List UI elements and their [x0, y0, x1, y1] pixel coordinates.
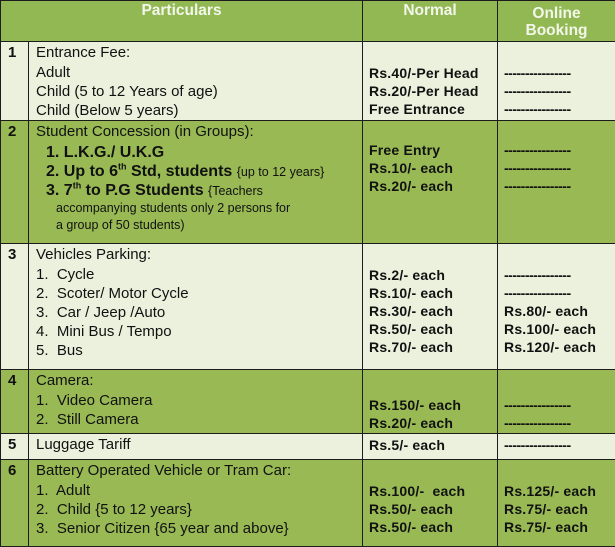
- table-row-student-concession: [1, 121, 615, 244]
- table-row-luggage-tariff: [1, 434, 615, 460]
- item-label: 1. Adult: [36, 481, 362, 500]
- item-main: L.K.G./ U.K.G: [64, 144, 164, 161]
- item-main: Up to 6: [64, 163, 118, 180]
- table-row-camera: [1, 370, 615, 434]
- table-row-battery-vehicle: [1, 460, 615, 547]
- table-header-row: [1, 1, 615, 42]
- item-main: to P.G Students: [81, 182, 208, 199]
- row-particulars: [29, 370, 363, 434]
- item-note-line: accompanying students only 2 persons for: [36, 200, 362, 217]
- item-label: 4. Mini Bus / Tempo: [36, 322, 362, 341]
- header-online-line2: Booking: [498, 22, 615, 39]
- normal-price: Rs.100/- each: [369, 482, 497, 500]
- table-row-entrance-fee: [1, 42, 615, 121]
- online-price: ----------------: [504, 266, 615, 284]
- item-label: 2. Still Camera: [36, 410, 362, 429]
- normal-price: Rs.50/- each: [369, 518, 497, 536]
- normal-price: Rs.150/- each: [369, 396, 497, 414]
- row-title: Vehicles Parking:: [36, 245, 362, 265]
- online-price: Rs.80/- each: [504, 302, 615, 320]
- row-title: Luggage Tariff: [36, 435, 362, 455]
- normal-price: Rs.5/- each: [369, 436, 497, 454]
- row-number: 4: [1, 370, 29, 434]
- item-label: 5. Bus: [36, 341, 362, 360]
- item-label: 1. Video Camera: [36, 391, 362, 410]
- item-label: Child (5 to 12 Years of age): [36, 82, 362, 101]
- online-price: ----------------: [504, 396, 615, 414]
- row-particulars: [29, 434, 363, 460]
- row-particulars: [29, 121, 363, 244]
- online-price: ----------------: [504, 284, 615, 302]
- normal-price: Free Entry: [369, 141, 497, 159]
- online-price: ----------------: [504, 64, 615, 82]
- row-number: 1: [1, 42, 29, 121]
- item-label: [36, 142, 362, 162]
- item-sup: th: [118, 162, 127, 172]
- item-prefix: 1.: [46, 144, 64, 161]
- normal-price: Rs.2/- each: [369, 266, 497, 284]
- normal-price: Rs.50/- each: [369, 320, 497, 338]
- item-label: 2. Child {5 to 12 years}: [36, 500, 362, 519]
- row-title: Camera:: [36, 371, 362, 391]
- online-price-cell: [498, 121, 615, 244]
- online-price: ----------------: [504, 414, 615, 432]
- online-price: ----------------: [504, 141, 615, 159]
- normal-price: Rs.20/- each: [369, 177, 497, 195]
- item-main: Std, students: [127, 163, 237, 180]
- row-title: Entrance Fee:: [36, 43, 362, 63]
- item-prefix: 2.: [46, 163, 64, 180]
- row-number: 5: [1, 434, 29, 460]
- online-price-cell: [498, 460, 615, 547]
- online-price: Rs.75/- each: [504, 500, 615, 518]
- header-online-booking: [498, 1, 615, 42]
- header-particulars: Particulars: [1, 1, 363, 42]
- normal-price: Rs.50/- each: [369, 500, 497, 518]
- item-main: 7: [64, 182, 73, 199]
- normal-price: Rs.10/- each: [369, 284, 497, 302]
- item-label: Adult: [36, 63, 362, 82]
- row-number: 6: [1, 460, 29, 547]
- online-price: Rs.120/- each: [504, 338, 615, 356]
- row-particulars: [29, 244, 363, 370]
- item-prefix: 3.: [46, 182, 64, 199]
- normal-price-cell: [363, 460, 498, 547]
- normal-price-cell: [363, 244, 498, 370]
- normal-price: Free Entrance: [369, 100, 497, 118]
- row-particulars: [29, 42, 363, 121]
- row-number: 3: [1, 244, 29, 370]
- online-price: Rs.75/- each: [504, 518, 615, 536]
- normal-price-cell: [363, 121, 498, 244]
- item-sup: th: [73, 181, 82, 191]
- header-normal: Normal: [363, 1, 498, 42]
- normal-price: Rs.40/-Per Head: [369, 64, 497, 82]
- item-note: {Teachers: [208, 184, 263, 198]
- item-label: 3. Senior Citizen {65 year and above}: [36, 519, 362, 538]
- online-price-cell: [498, 370, 615, 434]
- item-label: Child (Below 5 years): [36, 101, 362, 120]
- online-price-cell: [498, 244, 615, 370]
- table-row-vehicles-parking: [1, 244, 615, 370]
- item-label: 1. Cycle: [36, 265, 362, 284]
- item-label: [36, 162, 362, 181]
- item-label: 2. Scoter/ Motor Cycle: [36, 284, 362, 303]
- normal-price-cell: [363, 370, 498, 434]
- normal-price: Rs.70/- each: [369, 338, 497, 356]
- row-particulars: [29, 460, 363, 547]
- online-price: ----------------: [504, 100, 615, 118]
- normal-price-cell: [363, 434, 498, 460]
- online-price-cell: [498, 434, 615, 460]
- item-note-line: a group of 50 students): [36, 217, 362, 234]
- online-price: Rs.100/- each: [504, 320, 615, 338]
- normal-price: Rs.20/- each: [369, 414, 497, 432]
- header-online-line1: Online: [498, 5, 615, 22]
- row-number: 2: [1, 121, 29, 244]
- row-title: Student Concession (in Groups):: [36, 122, 362, 142]
- online-price: ----------------: [504, 177, 615, 195]
- item-label: 3. Car / Jeep /Auto: [36, 303, 362, 322]
- online-price-cell: [498, 42, 615, 121]
- online-price: ----------------: [504, 159, 615, 177]
- normal-price: Rs.10/- each: [369, 159, 497, 177]
- online-price: Rs.125/- each: [504, 482, 615, 500]
- row-title: Battery Operated Vehicle or Tram Car:: [36, 461, 362, 481]
- normal-price-cell: [363, 42, 498, 121]
- item-label: [36, 181, 362, 200]
- normal-price: Rs.20/-Per Head: [369, 82, 497, 100]
- online-price: ----------------: [504, 82, 615, 100]
- online-price: ----------------: [504, 436, 615, 454]
- item-note: {up to 12 years}: [237, 165, 325, 179]
- normal-price: Rs.30/- each: [369, 302, 497, 320]
